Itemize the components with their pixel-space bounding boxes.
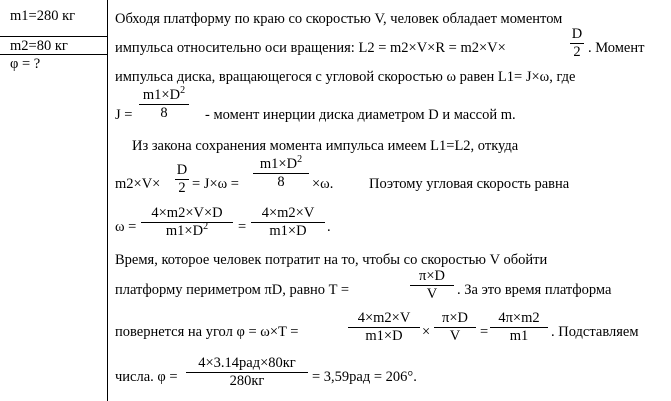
fraction-time: π×D V [410, 269, 454, 302]
fraction-phi-2: π×D V [434, 311, 476, 344]
text-line-9a: платформу периметром πD, равно T = [115, 282, 350, 298]
text-line-11a: числа. φ = [115, 369, 178, 385]
text-line-10a: повернется на угол φ = ω×T = [115, 324, 299, 340]
given-m2: m2=80 кг [10, 38, 68, 54]
text-line-4a: J = [115, 107, 133, 123]
text-line-6d: Поэтому угловая скорость равна [369, 176, 570, 192]
text-line-10c: = [480, 324, 489, 340]
text-line-1: Обходя платформу по краю со скоростью V, человек обладает моментом [115, 11, 563, 27]
fraction-moment-inertia: $m1\times D^2$ 8 [139, 88, 189, 121]
text-line-2a: импульса относительно оси вращения: L2 = m2×V×R = m2×V× [115, 40, 506, 56]
text-line-10d: . Подставляем [551, 324, 639, 340]
text-line-6c: ×ω. [312, 176, 334, 192]
text-line-7b: = [238, 219, 247, 235]
text-line-9b: . За это время платформа [457, 282, 612, 298]
text-line-6a: m2×V× [115, 176, 161, 192]
fraction-omega-2: 4×m2×V m1×D [251, 206, 325, 239]
fraction-numeric: 4×3.14рад×80кг 280кг [186, 356, 308, 389]
text-line-5: Из закона сохранения момента импульса имеем L1=L2, откуда [132, 138, 519, 154]
given-m1: m1=280 кг [10, 8, 76, 24]
fraction-phi-3: 4π×m2 m1 [490, 311, 548, 344]
divider-given-2 [0, 54, 107, 55]
divider-vertical [107, 0, 108, 401]
text-line-11b: = 3,59рад = 206°. [312, 369, 417, 385]
text-line-7c: . [327, 219, 331, 235]
text-line-2b: . Момент [588, 40, 645, 56]
divider-given-1 [0, 36, 107, 37]
text-line-10b: × [422, 324, 431, 340]
text-line-8: Время, которое человек потратит на то, чтобы со скоростью V обойти [115, 252, 548, 268]
fraction-d-over-2b: D 2 [176, 162, 188, 197]
fraction-j-omega: $m1\times D^2$ 8 [253, 157, 309, 190]
fraction-d-over-2: D 2 [571, 26, 583, 61]
fraction-phi-1: 4×m2×V m1×D [348, 311, 420, 344]
fraction-omega-1: 4×m2×V×D $m1\times D^2$ [141, 206, 233, 239]
text-line-6b: = J×ω = [192, 176, 239, 192]
text-line-3: импульса диска, вращающегося с угловой скоростью ω равен L1= J×ω, где [115, 69, 576, 85]
text-line-7a: ω = [115, 219, 137, 235]
text-line-4b: - момент инерции диска диаметром D и массой m. [205, 107, 516, 123]
given-phi: φ = ? [10, 56, 41, 72]
